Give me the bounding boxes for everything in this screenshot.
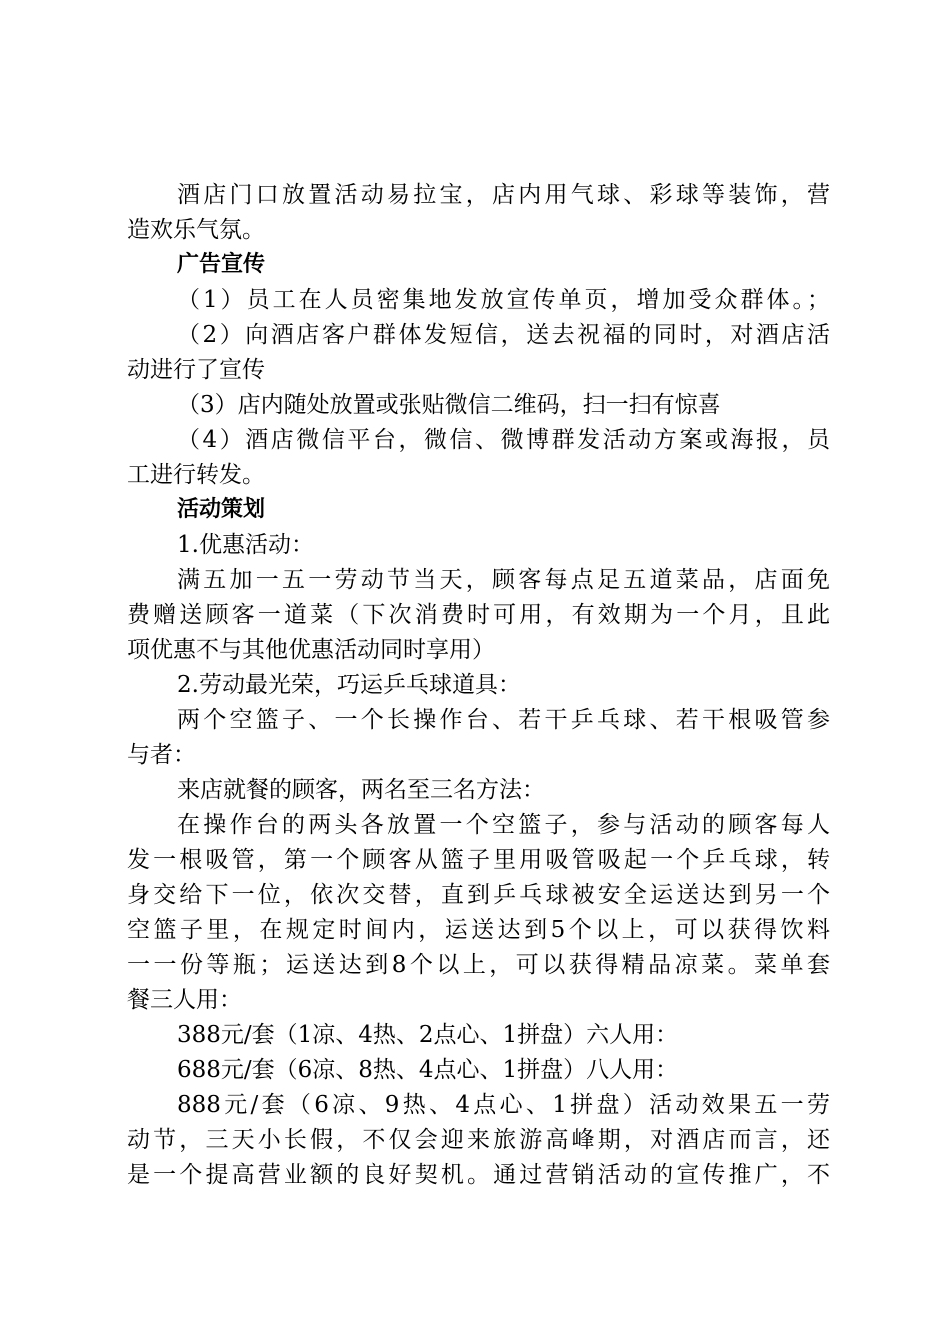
- paragraph-line: 空篮子里，在规定时间内，运送达到5个以上，可以获得饮料: [127, 917, 830, 943]
- paragraph-line: 来店就餐的顾客，两名至三名方法：: [177, 777, 545, 803]
- paragraph-line: 388元/套（1凉、4热、2点心、1拼盘）六人用：: [177, 1022, 679, 1048]
- paragraph-line: 餐三人用：: [127, 987, 242, 1013]
- paragraph-line: 一一份等瓶；运送达到8个以上，可以获得精品凉菜。菜单套: [127, 952, 830, 978]
- paragraph-line: 造欢乐气氛。: [127, 217, 265, 243]
- paragraph-line: （2）向酒店客户群体发短信，送去祝福的同时，对酒店活: [177, 322, 830, 348]
- paragraph-line: 888元/套（6凉、9热、4点心、1拼盘）活动效果五一劳: [177, 1092, 830, 1118]
- paragraph-line: （3）店内随处放置或张贴微信二维码，扫一扫有惊喜: [177, 392, 721, 418]
- paragraph-line: 费赠送顾客一道菜（下次消费时可用，有效期为一个月，且此: [127, 602, 830, 628]
- paragraph-line: 1.优惠活动：: [177, 532, 314, 558]
- paragraph-line: （4）酒店微信平台，微信、微博群发活动方案或海报，员: [177, 427, 830, 453]
- paragraph-line: 动进行了宣传: [127, 357, 265, 383]
- paragraph-line: 动节，三天小长假，不仅会迎来旅游高峰期，对酒店而言，还: [127, 1127, 830, 1153]
- paragraph-line: （1）员工在人员密集地发放宣传单页，增加受众群体。；: [177, 287, 830, 313]
- section-heading: 广告宣传: [177, 252, 266, 277]
- paragraph-line: 2.劳动最光荣，巧运乒乓球道具：: [177, 672, 521, 698]
- section-heading: 活动策划: [177, 497, 266, 522]
- paragraph-line: 两个空篮子、一个长操作台、若干乒乓球、若干根吸管参: [177, 707, 830, 733]
- paragraph-line: 项优惠不与其他优惠活动同时享用）: [127, 637, 495, 663]
- paragraph-line: 酒店门口放置活动易拉宝，店内用气球、彩球等装饰，营: [177, 182, 830, 208]
- paragraph-line: 是一个提高营业额的良好契机。通过营销活动的宣传推广，不: [127, 1162, 830, 1188]
- paragraph-line: 身交给下一位，依次交替，直到乒乓球被安全运送达到另一个: [127, 882, 830, 908]
- paragraph-line: 688元/套（6凉、8热、4点心、1拼盘）八人用：: [177, 1057, 679, 1083]
- paragraph-line: 满五加一五一劳动节当天，顾客每点足五道菜品，店面免: [177, 567, 830, 593]
- paragraph-line: 发一根吸管，第一个顾客从篮子里用吸管吸起一个乒乓球，转: [127, 847, 830, 873]
- paragraph-line: 与者：: [127, 742, 196, 768]
- paragraph-line: 在操作台的两头各放置一个空篮子，参与活动的顾客每人: [177, 812, 830, 838]
- paragraph-line: 工进行转发。: [127, 462, 265, 488]
